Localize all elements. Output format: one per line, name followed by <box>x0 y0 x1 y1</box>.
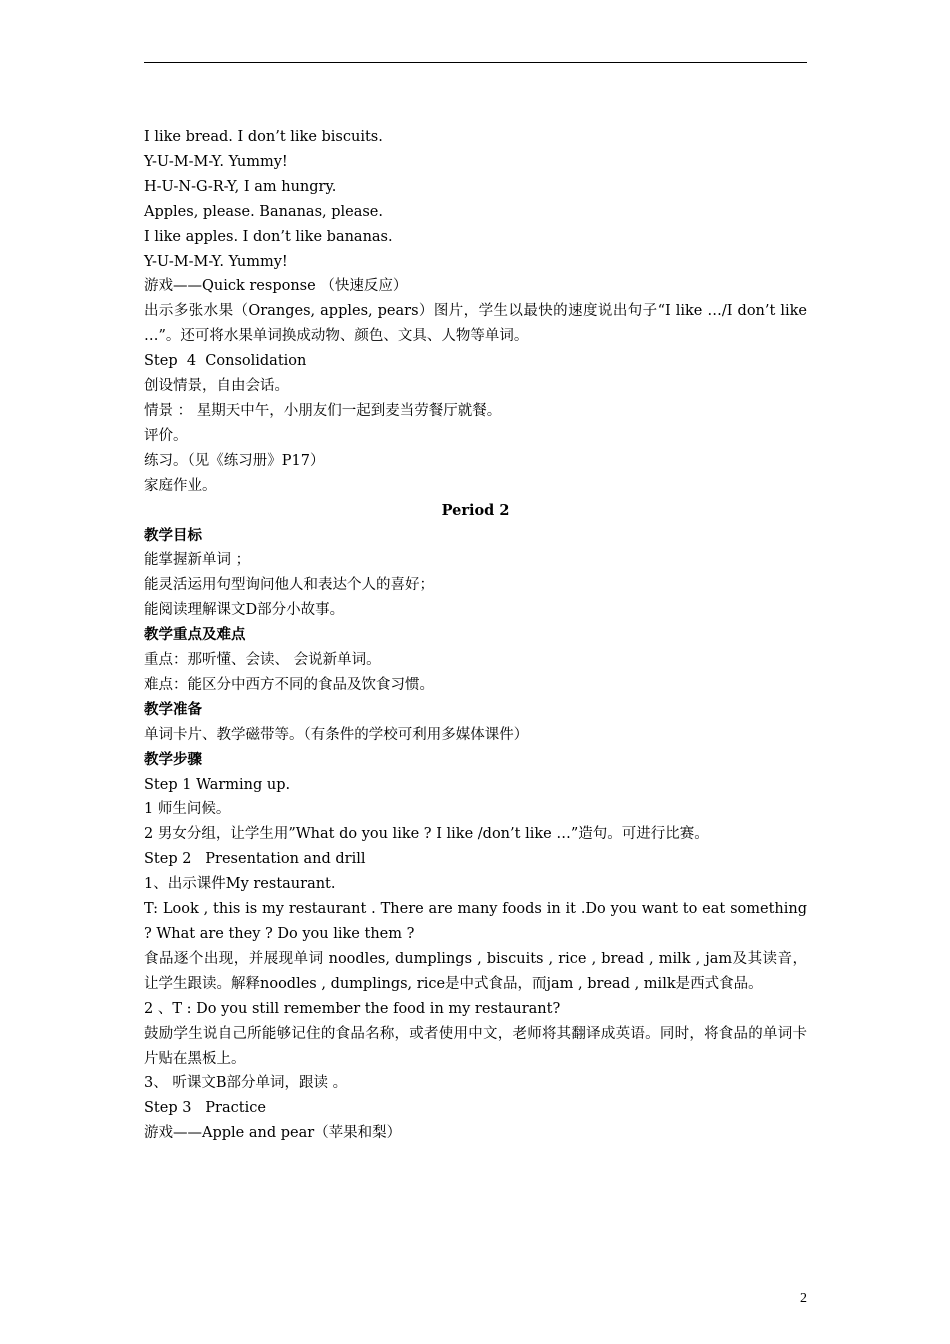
period-title: Period 2 <box>441 501 510 519</box>
text-line: 练习。（见《练习册》P17） <box>144 452 325 469</box>
text-line: 1 师生问候。 <box>144 801 231 818</box>
text-line: Step 2 Presentation and drill <box>144 851 366 868</box>
text-line: 游戏——Apple and pear（苹果和梨） <box>144 1125 402 1142</box>
text-line: 创设情景，自由会话。 <box>144 378 289 395</box>
text-line: 评价。 <box>144 427 188 444</box>
text-line: 单词卡片、教学磁带等。（有条件的学校可利用多媒体课件） <box>144 726 529 743</box>
text-line: Apples, please. Bananas, please. <box>144 203 384 220</box>
text-line: 能阅读理解课文D部分小故事。 <box>144 602 345 619</box>
paragraph: 出示多张水果（Oranges, apples, pears）图片，学生以最快的速度说出句子“I like …/I don’t like …”。还可将水果单词换成动物、颜色、文具、人物等单词。 <box>144 303 807 345</box>
text-line: 2 、T : Do you still remember the food in my restaurant? <box>144 1000 561 1017</box>
section-heading-steps: 教学步骤 <box>144 750 202 768</box>
text-line: I like apples. I don’t like bananas. <box>144 228 393 245</box>
paragraph: 鼓励学生说自己所能够记住的食品名称，或者使用中文，老师将其翻译成英语。同时，将食品的单词卡片贴在黑板上。 <box>144 1025 807 1067</box>
text-line: Step 3 Practice <box>144 1100 266 1117</box>
text-line: Y-U-M-M-Y. Yummy! <box>144 153 288 170</box>
text-line: 能灵活运用句型询问他人和表达个人的喜好； <box>144 577 434 594</box>
paragraph: T: Look , this is my restaurant . There are many foods in it .Do you want to eat something ? What are they ? Do you like them ? <box>144 901 807 942</box>
text-line: Step 1 Warming up. <box>144 776 291 793</box>
text-line: H-U-N-G-R-Y, I am hungry. <box>144 178 337 195</box>
section-heading-objectives: 教学目标 <box>144 526 202 544</box>
page-number: 2 <box>800 1291 807 1306</box>
text-line: Y-U-M-M-Y. Yummy! <box>144 253 288 270</box>
document-body <box>144 125 807 1146</box>
text-line: 游戏——Quick response （快速反应） <box>144 278 408 295</box>
text-line: 3、 听课文B部分单词，跟读 。 <box>144 1075 348 1092</box>
text-line: 情景 ： 星期天中午，小朋友们一起到麦当劳餐厅就餐。 <box>144 402 502 419</box>
text-line: 难点：能区分中西方不同的食品及饮食习惯。 <box>144 676 434 693</box>
text-line: 重点：那听懂、会读、 会说新单词。 <box>144 652 381 669</box>
paragraph: 食品逐个出现，并展现单词 noodles, dumplings , biscuits , rice , bread , milk , jam及其读音，让学生跟读。解释noodles , dumplings, rice是中式食品，而jam , bread , milk是西式食品。 <box>144 950 807 992</box>
text-line: Step 4 Consolidation <box>144 353 307 370</box>
section-heading-preparation: 教学准备 <box>144 700 202 718</box>
paragraph: 2 男女分组，让学生用”What do you like ? I like /don’t like …”造句。可进行比赛。 <box>144 826 709 843</box>
text-line: 能掌握新单词 ； <box>144 552 251 569</box>
header-rule <box>144 62 807 63</box>
section-heading-key-points: 教学重点及难点 <box>144 626 246 644</box>
text-line: 1、出示课件My restaurant. <box>144 876 336 893</box>
text-line: I like bread. I don’t like biscuits. <box>144 129 383 145</box>
text-line: 家庭作业。 <box>144 477 217 494</box>
